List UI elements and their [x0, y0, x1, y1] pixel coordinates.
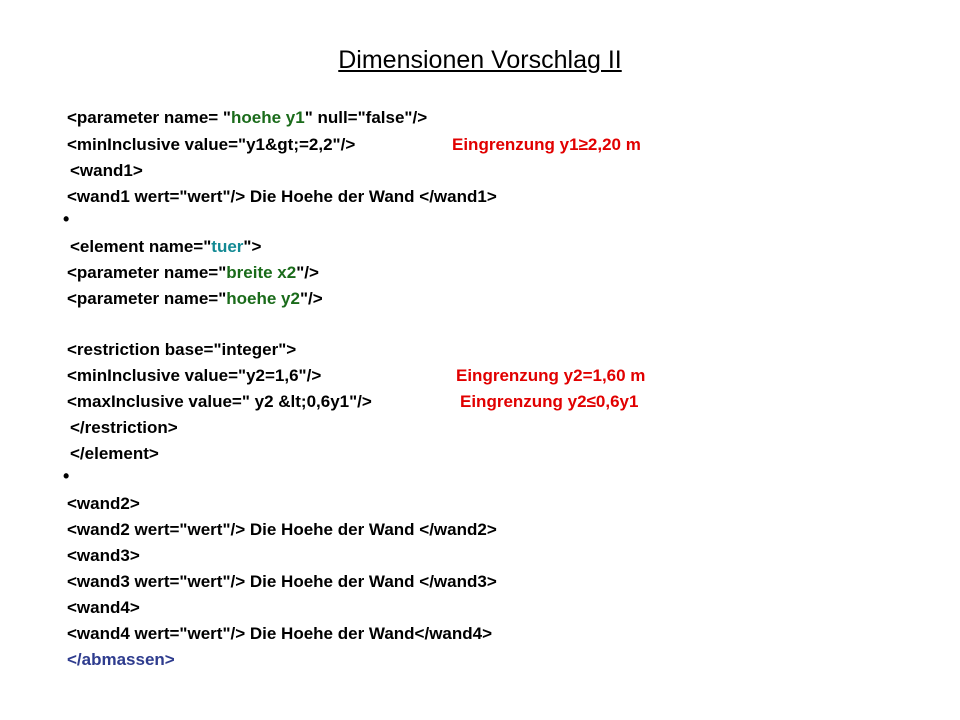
bullet-point: • — [63, 466, 70, 486]
code-line-parameter-hoehe-y1 — [67, 108, 427, 128]
code-text: <minInclusive value="y1&gt;=2,2"/> — [67, 135, 356, 154]
code-text: "/> — [299, 289, 323, 308]
code-text: <parameter name=" — [67, 263, 227, 282]
code-line-wand2-open: <wand2> — [67, 494, 140, 513]
code-line-abmassen-close: </abmassen> — [67, 650, 175, 669]
code-line-parameter-hoehe-y2 — [67, 289, 323, 309]
code-line-wand3: <wand3 wert="wert"/> Die Hoehe der Wand </wand3> — [67, 572, 497, 591]
annotation-y2-max: Eingrenzung y2≤0,6y1 — [460, 392, 639, 411]
code-line-wand1: <wand1 wert="wert"/> Die Hoehe der Wand </wand1> — [67, 187, 497, 206]
code-line-parameter-breite-x2 — [67, 263, 319, 283]
code-line-wand1-open: <wand1> — [70, 161, 143, 180]
code-line-element-close: </element> — [70, 444, 159, 463]
code-line-maxinclusive-y2: <maxInclusive value=" y2 &lt;0,6y1"/> — [67, 392, 372, 411]
code-text: <parameter name=" — [67, 289, 227, 308]
code-line-element-tuer — [70, 237, 261, 257]
code-line-restriction-close: </restriction> — [70, 418, 178, 437]
code-text: " null="false"/> — [304, 108, 428, 127]
code-line-mininclusive-y1 — [67, 135, 355, 155]
bullet-point: • — [63, 209, 70, 229]
annotation-y1: Eingrenzung y1≥2,20 m — [452, 135, 641, 154]
param-value: breite x2 — [226, 263, 297, 282]
param-value: hoehe y1 — [230, 108, 305, 127]
code-line-restriction-open: <restriction base="integer"> — [67, 340, 297, 359]
code-line-wand4-open: <wand4> — [67, 598, 140, 617]
code-line-mininclusive-y2: <minInclusive value="y2=1,6"/> — [67, 366, 322, 385]
code-line-wand2: <wand2 wert="wert"/> Die Hoehe der Wand </wand2> — [67, 520, 497, 539]
code-text: <parameter name= " — [67, 108, 231, 127]
code-text: "> — [243, 237, 262, 256]
code-line-wand4: <wand4 wert="wert"/> Die Hoehe der Wand</wand4> — [67, 624, 493, 643]
annotation-y2-min: Eingrenzung y2=1,60 m — [456, 366, 646, 385]
param-value: hoehe y2 — [226, 289, 300, 308]
code-text: "/> — [296, 263, 319, 282]
param-value: tuer — [211, 237, 244, 256]
code-line-wand3-open: <wand3> — [67, 546, 140, 565]
code-text: <element name=" — [70, 237, 212, 256]
page-title: Dimensionen Vorschlag II — [338, 46, 622, 74]
